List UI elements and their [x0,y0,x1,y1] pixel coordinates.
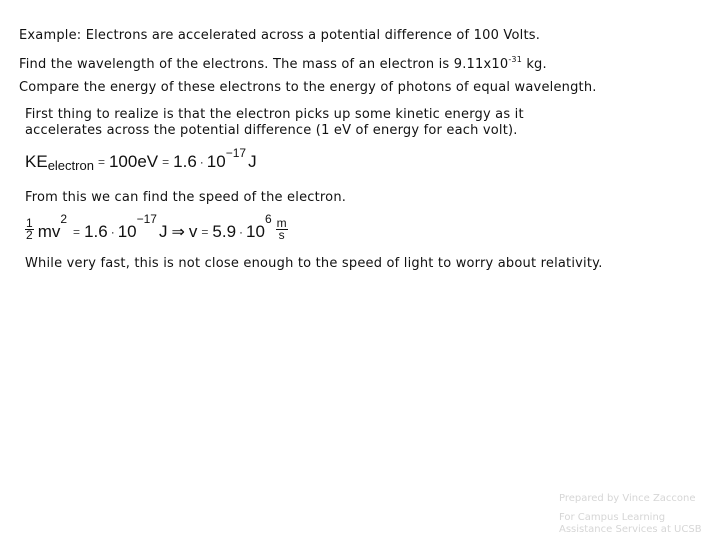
power-base: 10 [117,222,137,241]
power-exponent: −17 [136,212,157,226]
unit-joule: J [248,152,257,171]
square-exponent: 2 [60,212,68,226]
problem-unit: kg. [522,57,547,72]
speed-power-base: 10 [246,222,265,241]
credit-line-2: Assistance Services at UCSB [559,524,702,535]
multiply-dot: · [199,155,204,169]
unit-denominator: s [278,228,285,242]
one-half-fraction [25,218,34,241]
multiply-dot: · [110,225,115,239]
equals-sign: = [97,155,105,169]
problem-text: Find the wavelength of the electrons. The mass of an electron is 9.11x10 [19,57,509,72]
relativity-note: While very fast, this is not close enough to the speed of light to worry about relativity. [25,256,603,271]
speed-power-exponent: 6 [264,212,272,226]
power-base: 10 [206,152,226,171]
mantissa: 1.6 [84,222,108,241]
velocity-symbol: v [188,222,198,241]
credit-author: Prepared by Vince Zaccone [559,493,696,504]
unit-joule: J [158,222,168,241]
mv-term: mv [37,222,61,241]
unit-fraction [276,218,288,241]
ke-value-ev: 100eV [108,152,159,171]
ke-subscript: electron [47,158,94,173]
compare-statement: Compare the energy of these electrons to the energy of photons of equal wavelength. [19,80,597,95]
example-statement: Example: Electrons are accelerated across a potential difference of 100 Volts. [19,28,541,43]
ke-symbol: KE [25,152,48,171]
speed-intro: From this we can find the speed of the electron. [25,190,347,205]
kinetic-energy-explanation: First thing to realize is that the electron picks up some kinetic energy as it accelerates across the potential difference (1 eV of energy for each volt). [25,107,524,138]
kinetic-energy-equation [25,146,257,173]
multiply-dot: · [239,225,244,239]
fraction-denominator: 2 [26,228,33,242]
exponent: -31 [508,55,522,64]
mantissa: 1.6 [173,152,197,171]
unit-numerator: m [276,216,287,230]
speed-mantissa: 5.9 [212,222,237,241]
fraction-numerator: 1 [26,216,33,230]
credit-line-1: For Campus Learning [559,512,666,523]
power-exponent: −17 [225,146,247,160]
problem-statement [19,55,547,72]
equals-sign: = [201,225,209,239]
speed-equation [25,212,292,242]
equals-sign: = [162,155,170,169]
equals-sign: = [73,225,81,239]
implies-arrow-icon: ⇒ [171,224,185,241]
